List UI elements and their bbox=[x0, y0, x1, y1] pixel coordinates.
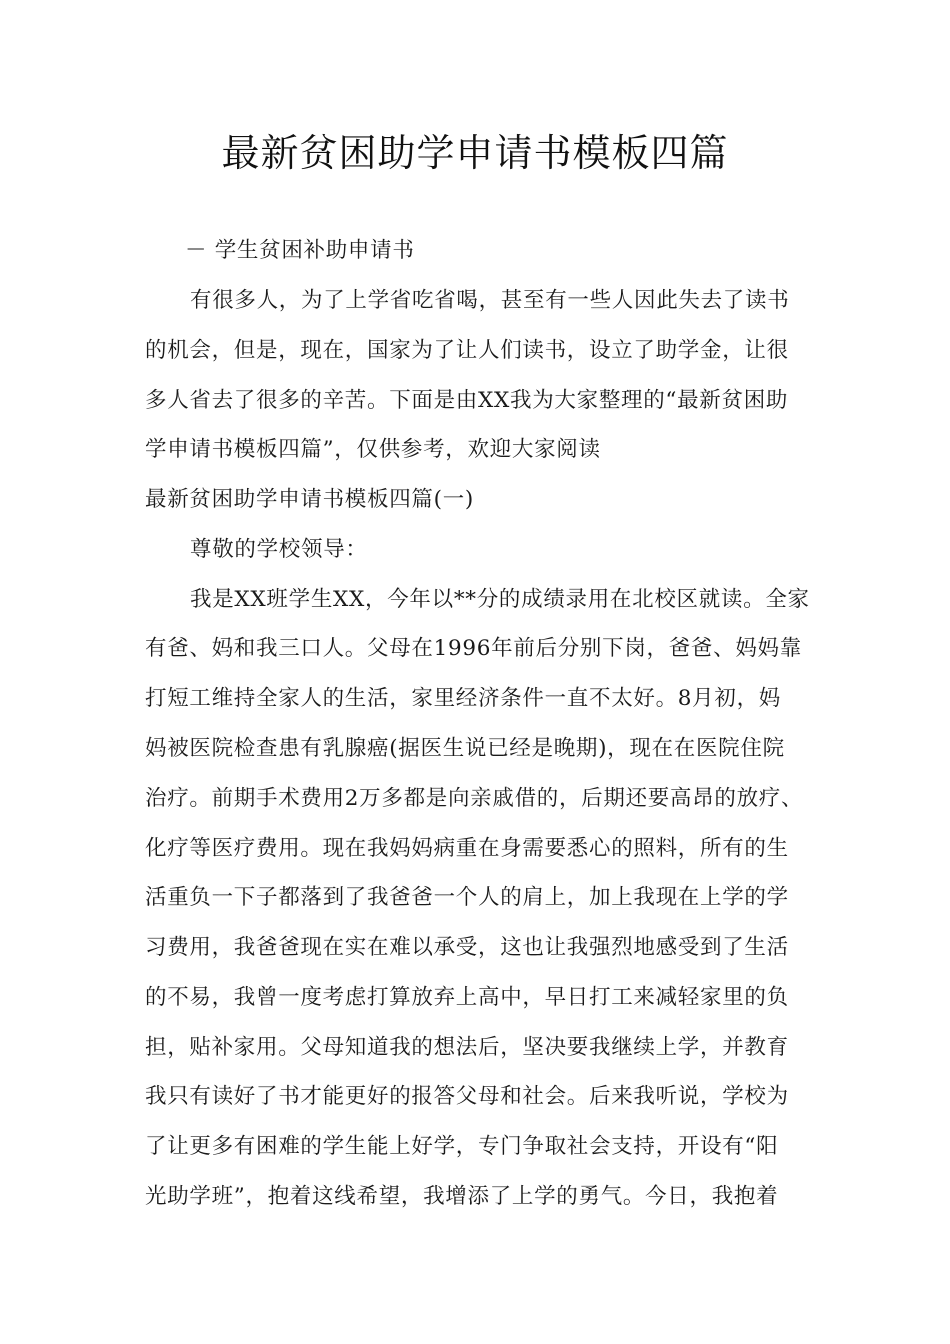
body-line: 光助学班”，抱着这线希望，我增添了上学的勇气。今日，我抱着 bbox=[145, 1184, 779, 1209]
intro-line: 学申请书模板四篇”，仅供参考，欢迎大家阅读 bbox=[145, 437, 601, 462]
body-line: 习费用，我爸爸现在实在难以承受，这也让我强烈地感受到了生活 bbox=[145, 935, 789, 960]
body-line: 治疗。前期手术费用2万多都是向亲戚借的，后期还要高昂的放疗、 bbox=[145, 786, 804, 811]
intro-line: 的机会，但是，现在，国家为了让人们读书，设立了助学金，让很 bbox=[145, 338, 789, 363]
body-line: 我只有读好了书才能更好的报答父母和社会。后来我听说，学校为 bbox=[145, 1084, 789, 1109]
document-title: 最新贫困助学申请书模板四篇 bbox=[221, 131, 729, 175]
body-line: 了让更多有困难的学生能上好学，专门争取社会支持，开设有“阳 bbox=[145, 1134, 779, 1159]
body-line: 活重负一下子都落到了我爸爸一个人的肩上，加上我现在上学的学 bbox=[145, 885, 789, 910]
body-line: 担，贴补家用。父母知道我的想法后，坚决要我继续上学，并教育 bbox=[145, 1035, 789, 1060]
intro-line: 有很多人，为了上学省吃省喝，甚至有一些人因此失去了读书 bbox=[190, 288, 790, 313]
body-line: 化疗等医疗费用。现在我妈妈病重在身需要悉心的照料，所有的生 bbox=[145, 836, 789, 861]
body-line: 的不易，我曾一度考虑打算放弃上高中，早日打工来减轻家里的负 bbox=[145, 985, 789, 1010]
salutation: 尊敬的学校领导： bbox=[190, 537, 368, 562]
section-heading: 最新贫困助学申请书模板四篇(一) bbox=[145, 487, 474, 512]
body-line: 有爸、妈和我三口人。父母在1996年前后分别下岗，爸爸、妈妈靠 bbox=[145, 636, 802, 661]
document-subtitle: － 学生贫困补助申请书 bbox=[185, 238, 415, 263]
body-line: 我是XX班学生XX，今年以**分的成绩录用在北校区就读。全家 bbox=[190, 587, 810, 612]
intro-line: 多人省去了很多的辛苦。下面是由XX我为大家整理的“最新贫困助 bbox=[145, 388, 789, 413]
body-line: 打短工维持全家人的生活，家里经济条件一直不太好。8月初，妈 bbox=[145, 686, 781, 711]
body-line: 妈被医院检查患有乳腺癌(据医生说已经是晚期)，现在在医院住院 bbox=[145, 736, 785, 761]
